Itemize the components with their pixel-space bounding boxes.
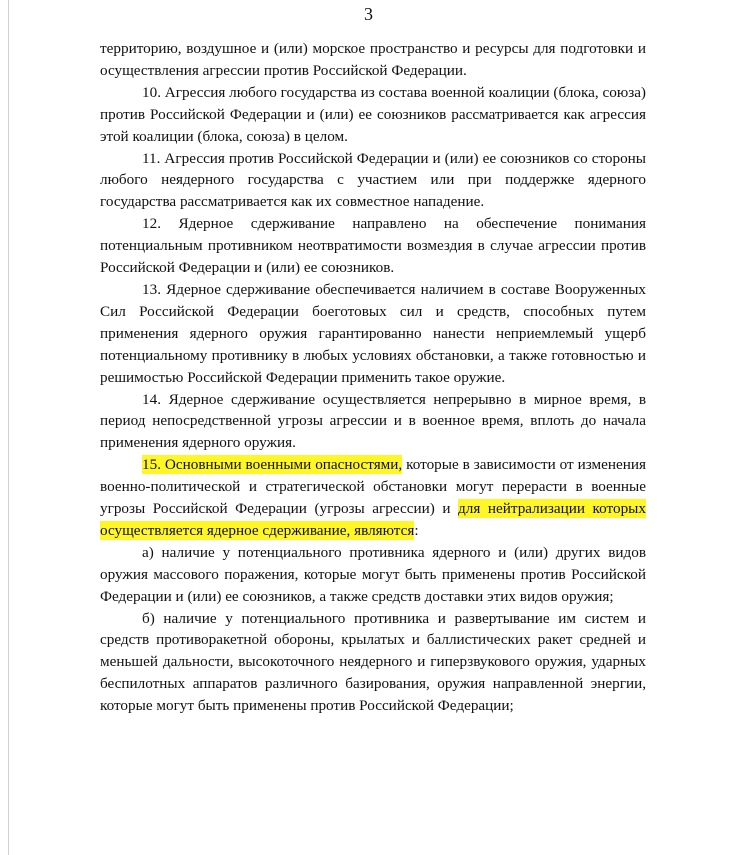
highlighted-text: 15. Основными военными опасностями, <box>142 456 403 474</box>
paragraph-p13 <box>100 279 646 389</box>
paragraph-p15a <box>100 542 646 608</box>
page-edge-line <box>8 0 9 855</box>
paragraph-text: 14. Ядерное сдерживание осуществляется непрерывно в мирное время, в период непосредственной угрозы агрессии и в военное время, вплоть до начала применения ядерного оружия. <box>100 390 646 452</box>
paragraph-text: территорию, воздушное и (или) морское пространство и ресурсы для подготовки и осуществления агрессии против Российской Федерации. <box>100 40 646 79</box>
paragraph-text: которые в зависимости от изменения военно-политической и стратегической обстановки могут перерасти в военные угрозы Российской Федерации (угрозы агрессии) и <box>100 456 646 518</box>
paragraph-text: 12. Ядерное сдерживание направлено на обеспечение понимания потенциальным противником неотвратимости возмездия в случае агрессии против Российской Федерации и (или) ее союзников. <box>100 215 646 277</box>
paragraph-text: 11. Агрессия против Российской Федерации и (или) ее союзников со стороны любого неядерного государства с участием или при поддержке ядерного государства рассматривается как их совместное нападение. <box>100 149 646 211</box>
paragraph-p10 <box>100 82 646 148</box>
paragraph-text: а) наличие у потенциального противника ядерного и (или) других видов оружия массового поражения, которые могут быть применены против Российской Федерации и (или) ее союзников, а также средств доставки этих видов оружия; <box>100 543 646 605</box>
paragraph-text: : <box>414 521 419 539</box>
paragraph-p15b <box>100 608 646 718</box>
paragraph-p11 <box>100 148 646 214</box>
paragraph-p14 <box>100 389 646 455</box>
paragraph-p15 <box>100 454 646 542</box>
document-body <box>100 38 646 717</box>
paragraph-text: б) наличие у потенциального противника и развертывание им систем и средств противоракетной обороны, крылатых и баллистических ракет средней и меньшей дальности, высокоточного неядерного и гиперзвукового оружия, ударных беспилотных аппаратов различного базирования, оружия направленной энергии, которые могут быть применены против Российской Федерации; <box>100 609 646 715</box>
paragraph-text: 13. Ядерное сдерживание обеспечивается наличием в составе Вооруженных Сил Российской Федерации боеготовых сил и средств, способных путем применения ядерного оружия гарантированно нанести неприемлемый ущерб потенциальному противнику в любых условиях обстановки, а также готовностью и решимостью Российской Федерации применить такое оружие. <box>100 280 646 386</box>
highlighted-text: для нейтрализации которых осуществляется ядерное сдерживание, являются <box>100 500 646 539</box>
paragraph-p12 <box>100 213 646 279</box>
paragraph-p-cont <box>100 38 646 82</box>
paragraph-text: 10. Агрессия любого государства из состава военной коалиции (блока, союза) против Российской Федерации и (или) ее союзников рассматривается как агрессия этой коалиции (блока, союза) в целом. <box>100 83 646 145</box>
page-number: 3 <box>364 4 373 24</box>
